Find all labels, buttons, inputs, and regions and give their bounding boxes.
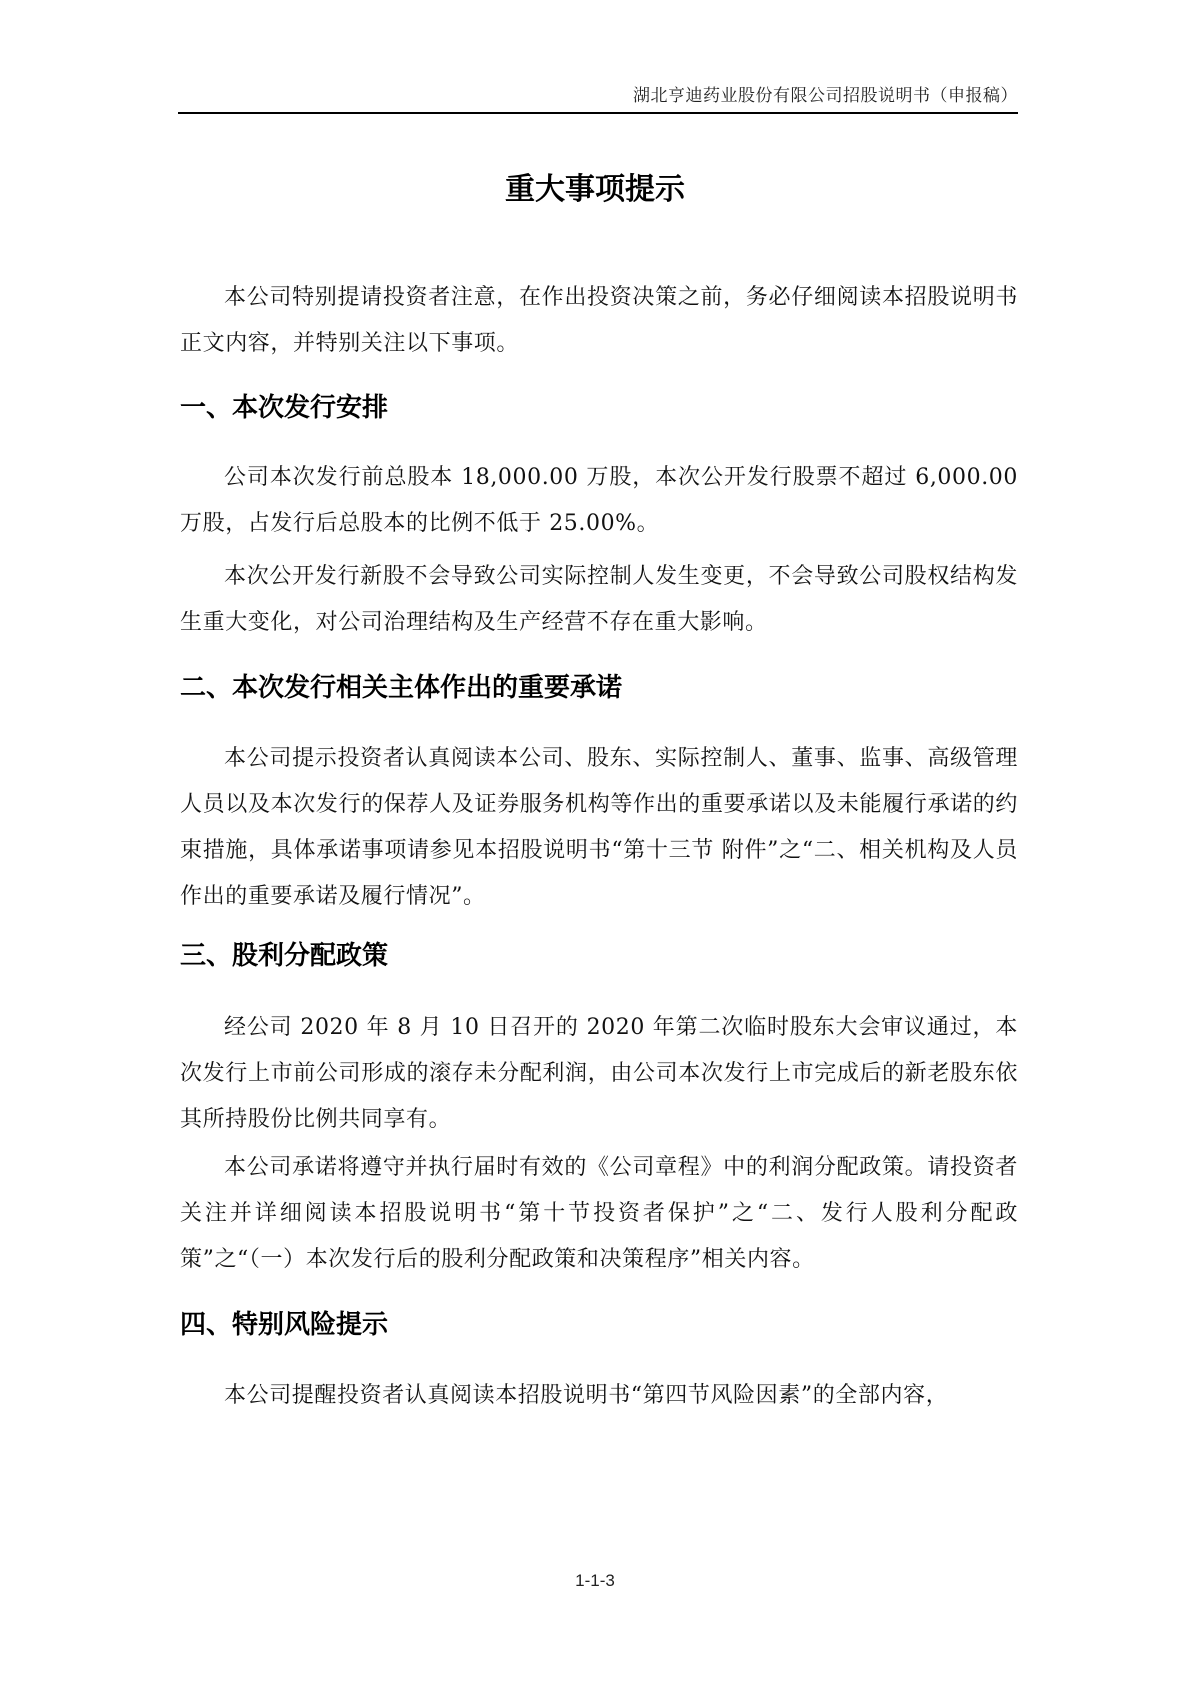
section-heading-dividend-policy: 三、股利分配政策 <box>180 941 389 971</box>
paragraph-profit-distribution: 本公司承诺将遵守并执行届时有效的《公司章程》中的利润分配政策。请投资者关注并详细阅读本招股说明书“第十节投资者保护”之“二、发行人股利分配政策”之“（一）本次发行后的股利分配政策和决策程序”相关内容。 <box>180 1155 1018 1272</box>
header-document-name: 湖北亨迪药业股份有限公司招股说明书（申报稿） <box>633 86 1018 106</box>
paragraph-retained-profits: 经公司 2020 年 8 月 10 日召开的 2020 年第二次临时股东大会审议通过，本次发行上市前公司形成的滚存未分配利润，由公司本次发行上市完成后的新老股东依其所持股份比例共同享有。 <box>180 1015 1018 1132</box>
paragraph-control-unchanged: 本次公开发行新股不会导致公司实际控制人发生变更，不会导致公司股权结构发生重大变化，对公司治理结构及生产经营不存在重大影响。 <box>180 564 1018 635</box>
page-title: 重大事项提示 <box>505 172 685 207</box>
page-number: 1-1-3 <box>575 1571 615 1590</box>
paragraph-risk-factors: 本公司提醒投资者认真阅读本招股说明书“第四节风险因素”的全部内容， <box>224 1383 949 1408</box>
intro-paragraph: 本公司特别提请投资者注意，在作出投资决策之前，务必仔细阅读本招股说明书正文内容，并特别关注以下事项。 <box>180 285 1018 356</box>
section-heading-risk-notice: 四、特别风险提示 <box>180 1310 389 1340</box>
section-heading-commitments: 二、本次发行相关主体作出的重要承诺 <box>180 673 623 703</box>
paragraph-commitments: 本公司提示投资者认真阅读本公司、股东、实际控制人、董事、监事、高级管理人员以及本次发行的保荐人及证券服务机构等作出的重要承诺以及未能履行承诺的约束措施，具体承诺事项请参见本招股说明书“第十三节 附件”之“二、相关机构及人员作出的重要承诺及履行情况”。 <box>180 746 1018 909</box>
page-header <box>178 84 1018 114</box>
section-heading-issuance-arrangement: 一、本次发行安排 <box>180 393 389 423</box>
paragraph-share-capital: 公司本次发行前总股本 18,000.00 万股，本次公开发行股票不超过 6,000.00 万股，占发行后总股本的比例不低于 25.00%。 <box>180 465 1018 536</box>
